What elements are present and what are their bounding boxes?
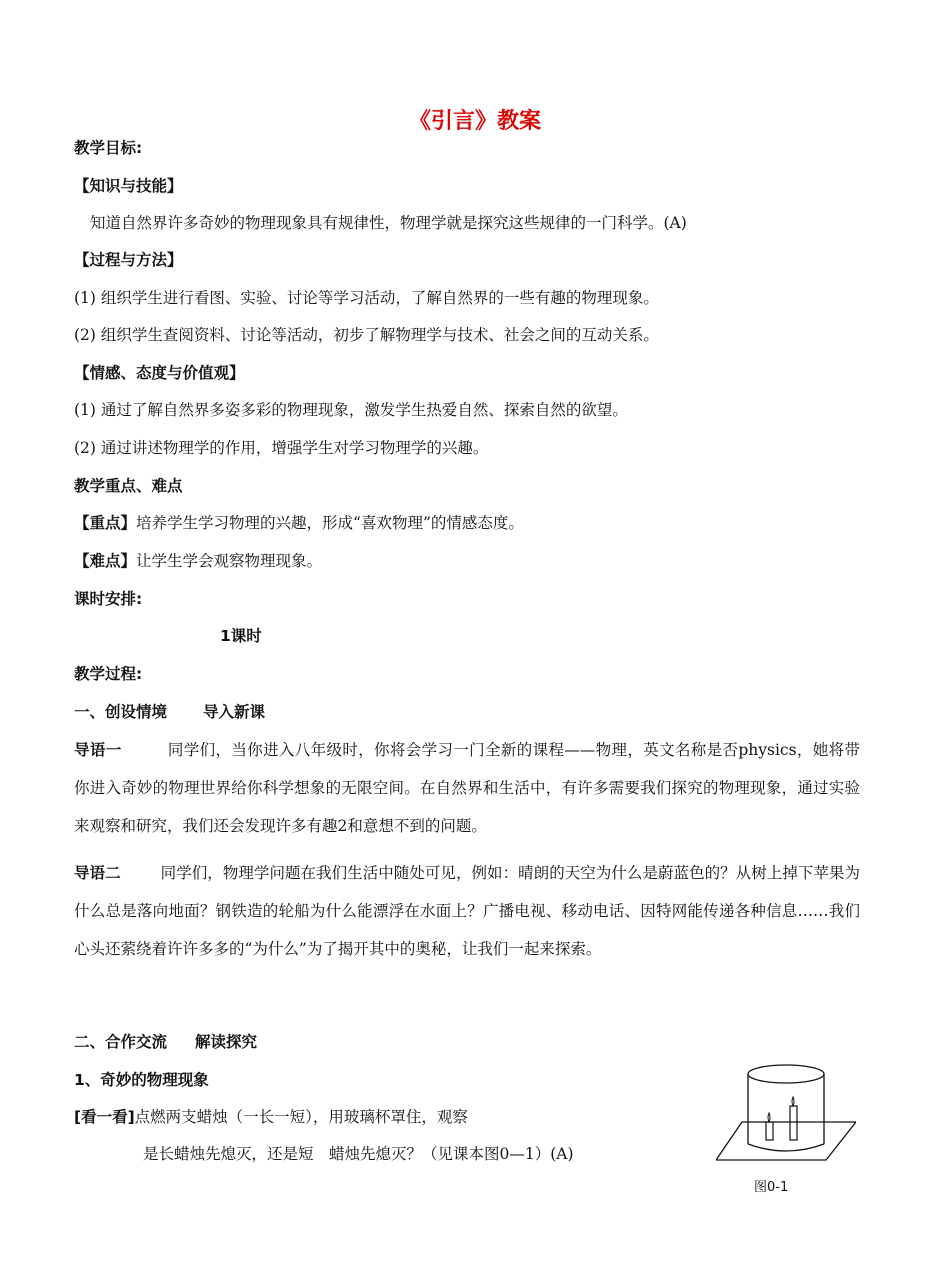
difficulty-label: 【难点】 (74, 552, 137, 570)
candle-jar-figure (716, 1062, 856, 1172)
intro-paragraph-2 (74, 854, 860, 968)
teaching-process-heading: 教学过程: (74, 665, 143, 683)
section1-heading (74, 702, 265, 722)
look-text: 点燃两支蜡烛（一长一短），用玻璃杯罩住，观察 (134, 1108, 468, 1126)
process-heading: 【过程与方法】 (74, 251, 183, 269)
schedule-value: 1课时 (220, 627, 262, 645)
figure-caption: 图0-1 (754, 1180, 789, 1195)
section1-heading-a: 一、创设情境 (74, 703, 168, 721)
intro2-text: 同学们，物理学问题在我们生活中随处可见，例如：晴朗的天空为什么是蔚蓝色的？从树上掉下苹果为什么总是落向地面？钢铁造的轮船为什么能漂浮在水面上？广播电视、移动电话、因特网能传递各种信息……我们心头还萦绕着许许多多的“为什么”为了揭开其中的奥秘，让我们一起来探索。 (74, 864, 860, 958)
jar-top (748, 1065, 824, 1083)
table-plane (716, 1122, 856, 1160)
objectives-heading: 教学目标: (74, 139, 143, 157)
focus-line (74, 513, 524, 533)
jar-bottom (748, 1144, 824, 1151)
process-item-1: (1) 组织学生进行看图、实验、讨论等学习活动，了解自然界的一些有趣的物理现象。 (74, 289, 659, 307)
long-candle-flame (792, 1097, 794, 1106)
emotion-item-1: (1) 通过了解自然界多姿多彩的物理现象，激发学生热爱自然、探索自然的欲望。 (74, 401, 628, 419)
section2-heading (74, 1032, 257, 1052)
page-title: 《引言》教案 (408, 109, 541, 134)
emotion-heading: 【情感、态度与价值观】 (74, 364, 245, 382)
intro2-label: 导语二 (74, 864, 121, 882)
focus-label: 【重点】 (74, 514, 137, 532)
section2-heading-b: 解读探究 (195, 1033, 258, 1051)
difficulty-line (74, 551, 322, 571)
knowledge-heading: 【知识与技能】 (74, 177, 183, 195)
section2-heading-a: 二、合作交流 (74, 1033, 168, 1051)
look-line (74, 1107, 468, 1127)
process-item-2: (2) 组织学生查阅资料、讨论等活动，初步了解物理学与技术、社会之间的互动关系。 (74, 326, 659, 344)
section2-subheading: 1、奇妙的物理现象 (74, 1071, 209, 1089)
focus-text: 培养学生学习物理的兴趣，形成“喜欢物理”的情感态度。 (136, 514, 524, 532)
long-candle (790, 1106, 797, 1140)
short-candle (766, 1122, 773, 1140)
key-points-heading: 教学重点、难点 (74, 477, 183, 495)
intro1-label: 导语一 (74, 741, 122, 759)
difficulty-text: 让学生学会观察物理现象。 (136, 552, 323, 570)
short-candle-flame (768, 1113, 770, 1122)
section1-heading-b: 导入新课 (203, 703, 266, 721)
schedule-heading: 课时安排: (74, 590, 143, 608)
knowledge-text: 知道自然界许多奇妙的物理现象具有规律性，物理学就是探究这些规律的一门科学。(A) (90, 214, 687, 232)
look-label: [看一看] (74, 1108, 135, 1126)
look-text-2: 是长蜡烛先熄灭，还是短 蜡烛先熄灭？（见课本图0—1）(A) (143, 1145, 574, 1163)
emotion-item-2: (2) 通过讲述物理学的作用，增强学生对学习物理学的兴趣。 (74, 439, 489, 457)
intro-paragraph-1 (74, 731, 860, 845)
intro1-text: 同学们，当你进入八年级时，你将会学习一门全新的课程——物理，英文名称是否physics，她将带你进入奇妙的物理世界给你科学想象的无限空间。在自然界和生活中，有许多需要我们探究的物理现象，通过实验来观察和研究，我们还会发现许多有趣2和意想不到的问题。 (74, 741, 860, 835)
